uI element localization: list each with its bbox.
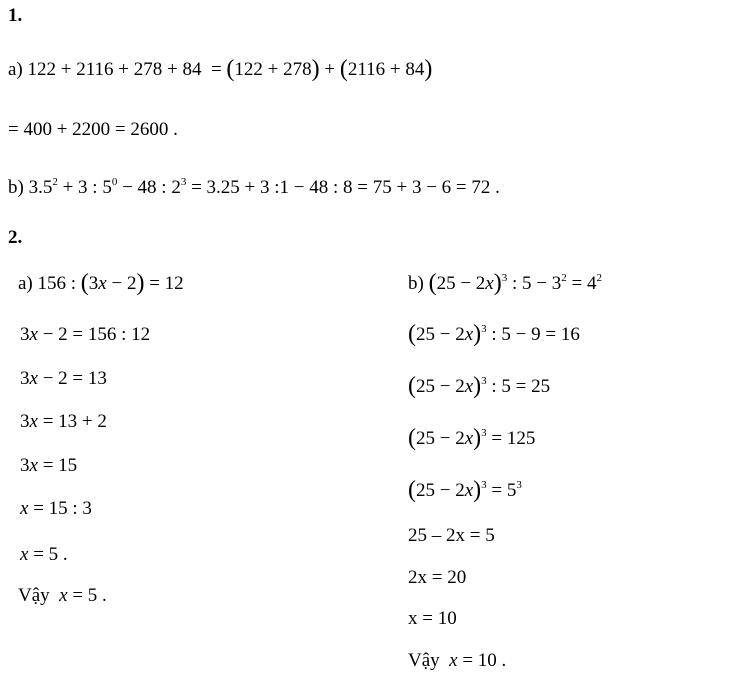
part1-b-label: b) <box>8 177 24 198</box>
part2-b-step-7: x = 10 <box>408 608 457 629</box>
part2-b-step-3: $(25 - 2x)^3 = 125$ <box>408 425 536 451</box>
part2-b-step-6: 2x = 20 <box>408 567 467 588</box>
part2-b-step-5: 25 – 2x = 5 <box>408 525 495 546</box>
part2-b-label: b) <box>408 273 424 294</box>
part1-b-line <box>8 178 500 197</box>
part2-a-step-2: 3x − 2 = 13 <box>20 368 107 389</box>
part2-b-problem <box>408 270 602 296</box>
part2-b-step-4: $(25 - 2x)^3 = 5^3$ <box>408 477 522 503</box>
part2-a-problem <box>18 270 184 296</box>
part2-b-conclusion-word: Vậy <box>408 650 440 671</box>
part2-a-equation: 156 : (3x − 2) = 12 <box>37 270 184 296</box>
part2-b-step-1: $(25 - 2x)^3$ : 5 − 9 = 16 <box>408 321 580 347</box>
part2-a-step-3: 3x = 13 + 2 <box>20 411 107 432</box>
part2-b-step-2: $(25 - 2x)^3$ : 5 = 25 <box>408 373 551 399</box>
part2-a-step-1: 3x − 2 = 156 : 12 <box>20 324 151 345</box>
part1-heading: 1. <box>8 5 23 26</box>
part2-a-label: a) <box>18 273 33 294</box>
part2-a-step-6: x = 5 . <box>20 544 68 565</box>
part2-a-step-4: 3x = 15 <box>20 455 78 476</box>
part2-a-step-5: x = 15 : 3 <box>20 498 92 519</box>
part2-b-conclusion: Vậy x = 10 . <box>408 650 507 671</box>
part1-b-expression: $3.5^2 + 3$ : $5^0 - 48$ : $2^3 = 3.25 + 3$ :1 − 48 : 8 = 75 + 3 − 6 = 72 . <box>28 176 500 198</box>
part2-a-conclusion-word: Vậy <box>18 585 50 606</box>
part1-a-line2: = 400 + 2200 = 2600 . <box>8 119 178 140</box>
part2-a-conclusion: Vậy x = 5 . <box>18 585 107 606</box>
part1-a-expression: 122 + 2116 + 278 + 84 = (122 + 278) + (2116 + 84) <box>27 56 433 82</box>
part2-b-equation: $(25 - 2x)^3$ : $5 - 3^2 = 4^2$ <box>428 270 602 296</box>
part1-a-line1 <box>8 56 433 82</box>
part1-a-label: a) <box>8 59 23 80</box>
part2-heading: 2. <box>8 227 23 248</box>
